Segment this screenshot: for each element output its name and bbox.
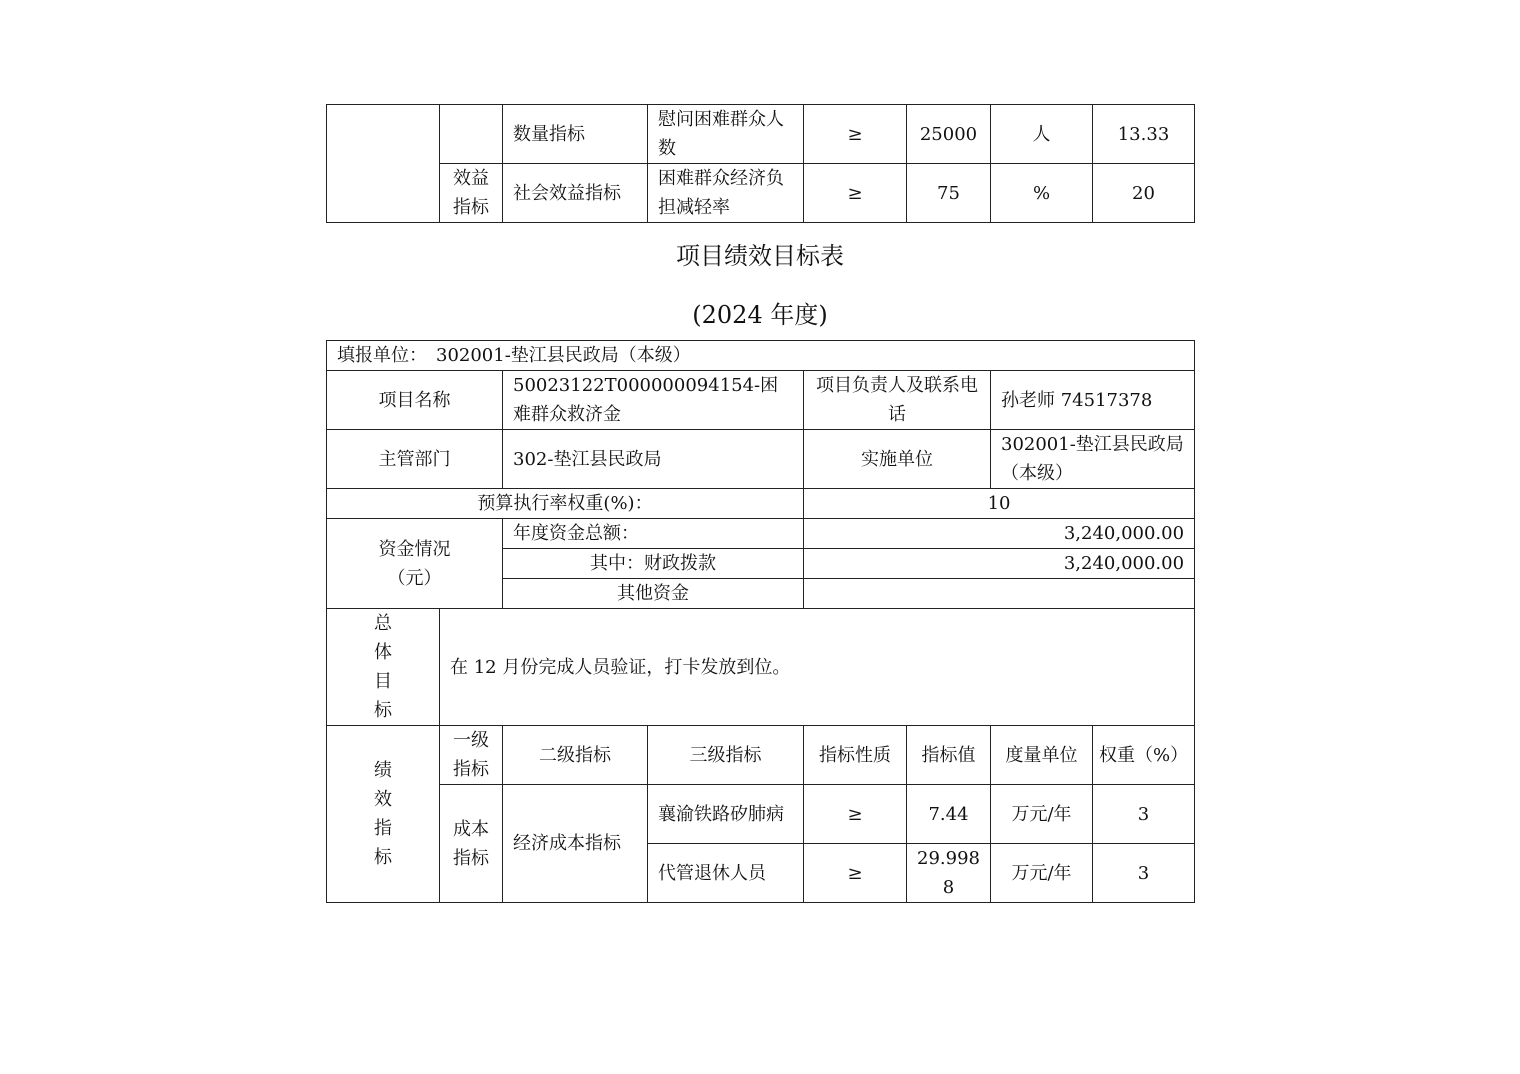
value-cell: 25000 [907, 105, 991, 164]
previous-indicator-table [326, 104, 1195, 223]
cost-level1: 成本指标 [440, 785, 503, 903]
header-level3: 三级指标 [648, 726, 804, 785]
nature-cell: ≥ [804, 844, 907, 903]
performance-target-table [326, 340, 1195, 903]
contact-label: 项目负责人及联系电话 [804, 371, 991, 430]
weight-cell: 3 [1093, 785, 1195, 844]
unit-cell: 万元/年 [991, 844, 1093, 903]
table-row [327, 164, 1195, 223]
goal-label: 总体目标 [327, 609, 440, 726]
impl-label: 实施单位 [804, 430, 991, 489]
table-row [327, 341, 1195, 371]
weight-cell: 13.33 [1093, 105, 1195, 164]
header-nature: 指标性质 [804, 726, 907, 785]
table-row [327, 430, 1195, 489]
nature-cell: ≥ [804, 105, 907, 164]
budget-rate: 10 [804, 489, 1195, 519]
unit-cell: % [991, 164, 1093, 223]
header-value: 指标值 [907, 726, 991, 785]
level2-cell: 数量指标 [503, 105, 648, 164]
empty-cell [327, 105, 440, 223]
fund-fiscal-label: 其中：财政拨款 [503, 549, 804, 579]
fund-total-label: 年度资金总额： [503, 519, 804, 549]
project-name: 50023122T000000094154-困难群众救济金 [503, 371, 804, 430]
contact: 孙老师 74517378 [991, 371, 1195, 430]
dept: 302-垫江县民政局 [503, 430, 804, 489]
level3-cell: 慰问困难群众人数 [648, 105, 804, 164]
table-row [327, 371, 1195, 430]
header-level1: 一级指标 [440, 726, 503, 785]
header-unit: 度量单位 [991, 726, 1093, 785]
fund-total: 3,240,000.00 [804, 519, 1195, 549]
fund-label: 资金情况（元） [327, 519, 503, 609]
table-row [327, 519, 1195, 549]
header-level2: 二级指标 [503, 726, 648, 785]
weight-cell: 20 [1093, 164, 1195, 223]
fund-other-label: 其他资金 [503, 579, 804, 609]
table-row [327, 489, 1195, 519]
cost-level2: 经济成本指标 [503, 785, 648, 903]
level3-cell: 困难群众经济负担减轻率 [648, 164, 804, 223]
level3-cell: 襄渝铁路矽肺病 [648, 785, 804, 844]
table-row [327, 105, 1195, 164]
budget-rate-label: 预算执行率权重(%)： [327, 489, 804, 519]
value-cell: 7.44 [907, 785, 991, 844]
header-weight: 权重（%） [1093, 726, 1195, 785]
level3-cell: 代管退休人员 [648, 844, 804, 903]
level1-cell: 效益指标 [440, 164, 503, 223]
dept-label: 主管部门 [327, 430, 503, 489]
nature-cell: ≥ [804, 164, 907, 223]
table-row [327, 726, 1195, 785]
page-subtitle: (2024 年度) [692, 301, 828, 329]
project-name-label: 项目名称 [327, 371, 503, 430]
fund-other [804, 579, 1195, 609]
unit-cell: 人 [991, 105, 1093, 164]
goal-text: 在 12 月份完成人员验证，打卡发放到位。 [440, 609, 1195, 726]
value-cell: 75 [907, 164, 991, 223]
unit-cell: 万元/年 [991, 785, 1093, 844]
perf-label: 绩效指标 [327, 726, 440, 903]
value-cell: 29.9988 [907, 844, 991, 903]
table-row [327, 609, 1195, 726]
table-row [327, 785, 1195, 844]
reporting-unit: 填报单位： 302001-垫江县民政局（本级） [327, 341, 1195, 371]
weight-cell: 3 [1093, 844, 1195, 903]
nature-cell: ≥ [804, 785, 907, 844]
page-title: 项目绩效目标表 [676, 242, 844, 270]
level2-cell: 社会效益指标 [503, 164, 648, 223]
fund-fiscal: 3,240,000.00 [804, 549, 1195, 579]
impl: 302001-垫江县民政局（本级） [991, 430, 1195, 489]
empty-cell [440, 105, 503, 164]
